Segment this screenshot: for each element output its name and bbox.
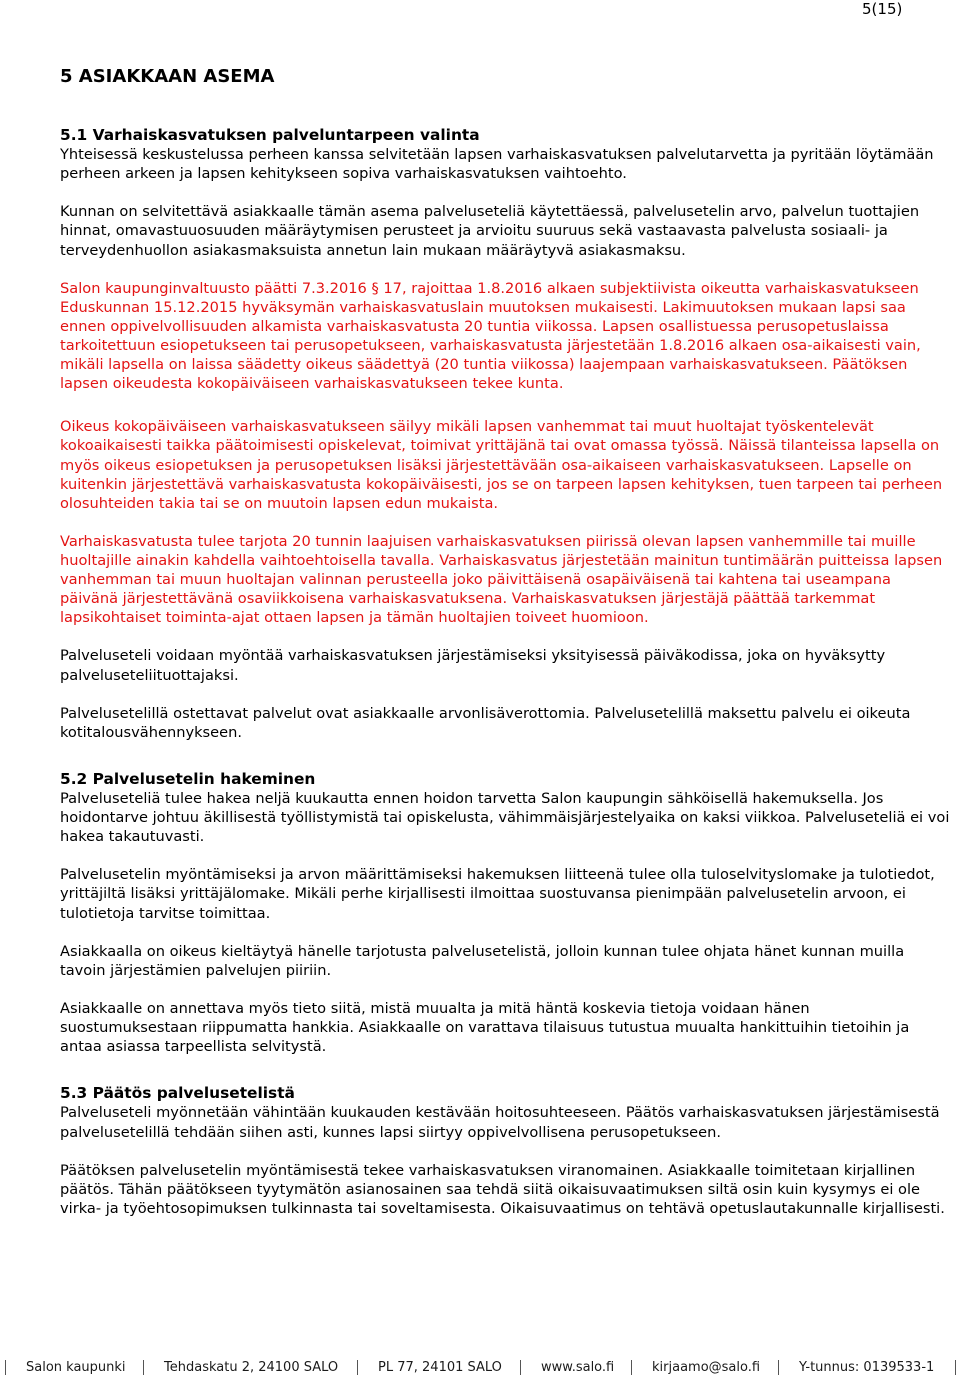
paragraph: Yhteisessä keskustelussa perheen kanssa selvitetään lapsen varhaiskasvatuksen palvelutarvetta ja pyritään löytämään perheen arkeen ja lapsen kehitykseen sopiva varhaiskasvatuksen vaihtoehto. xyxy=(60,146,934,183)
highlighted-paragraph: Oikeus kokopäiväiseen varhaiskasvatukseen säilyy mikäli lapsen vanhemmat tai muut huoltajat työskentelevät kokoaikaisesti taikka päätoimisesti opiskelevat, toimivat yrittäjänä tai ovat omassa työssä. Näissä tilanteissa lapsella on myös oikeus esiopetuksen ja perusopetuksen lisäksi järjestettävään osa-aikaiseen varhaiskasvatukseen. Lapselle on kuitenkin järjestettävä varhaiskasvatusta kokopäiväisesti, jos se on tarpeen lapsen kehityksen, tuen tarpeen tai perheen olosuhteiden takia tai se on muutoin lapsen edun mukaista. xyxy=(60,418,943,512)
footer-email-link[interactable]: kirjaamo@salo.fi xyxy=(652,1360,761,1375)
page-number: 5(15) xyxy=(862,0,903,18)
footer-divider xyxy=(778,1360,779,1375)
section-heading-5-1: 5.1 Varhaiskasvatuksen palveluntarpeen valinta xyxy=(60,126,480,144)
footer-divider xyxy=(631,1360,632,1375)
section-heading-5-3: 5.3 Päätös palvelusetelistä xyxy=(60,1084,295,1103)
paragraph: Asiakkaalla on oikeus kieltäytyä hänelle tarjotusta palvelusetelistä, jolloin kunnan tulee ohjata hänet kunnan muilla tavoin järjestämien palvelujen piiriin. xyxy=(60,942,905,979)
footer-po-box: PL 77, 24101 SALO xyxy=(378,1360,502,1375)
paragraph: Palveluseteli myönnetään vähintään kuukauden kestävään hoitosuhteeseen. Päätös varhaiskasvatuksen järjestämisestä palvelusetelillä tehdään siihen asti, kunnes lapsi siirtyy oppivelvollisena perusopetukseen. xyxy=(60,1104,940,1141)
paragraph: Palvelusetelillä ostettavat palvelut ovat asiakkaalle arvonlisäverottomia. Palvelusetelillä maksettu palvelu ei oikeuta kotitalousvähennykseen. xyxy=(60,704,911,741)
footer-divider xyxy=(520,1360,521,1375)
footer-street-address: Tehdaskatu 2, 24100 SALO xyxy=(164,1360,339,1375)
section-heading-5-2: 5.2 Palvelusetelin hakeminen xyxy=(60,769,316,788)
paragraph: Asiakkaalle on annettava myös tieto siitä, mistä muualta ja mitä häntä koskevia tietoja voidaan hänen suostumuksestaan riippumatta hankkia. Asiakkaalle on varattava tilaisuus tutustua muualta hankittuihin tietoihin ja antaa asiassa tarpeellista selvitystä. xyxy=(60,1000,910,1056)
paragraph: Kunnan on selvitettävä asiakkaalle tämän asema palveluseteliä käytettäessä, palvelusetelin arvo, palvelun tuottajien hinnat, omavastuuosuuden määräytymisen perusteet ja arvioitu suuruus sekä vastaavasta palvelusta sosiaali- ja terveydenhuollon asiakasmaksuista annetun lain mukaan määräytyvä asiakasmaksu. xyxy=(60,203,920,259)
highlighted-paragraph: Varhaiskasvatusta tulee tarjota 20 tunnin laajuisen varhaiskasvatuksen piirissä olevan lapsen vanhemmille tai muille huoltajille ainakin kahdella vaihtoehtoisella tavalla. Varhaiskasvatus järjestetään mainitun tuntimäärän puitteissa lapsen vanhemman tai muun huoltajan valinnan perusteella joko päivittäisenä osapäiväisenä tai kahtena tai useampana päivänä järjestettävänä osaviikkoisena varhaiskasvatuksena. Varhaiskasvatuksen järjestäjä päättää tarkemmat lapsikohtaiset toiminta-ajat ottaen lapsen ja tämän huoltajien toiveet huomioon. xyxy=(60,532,943,627)
paragraph: Palvelusetelin myöntämiseksi ja arvon määrittämiseksi hakemuksen liitteenä tulee olla tuloselvityslomake ja tulotiedot, yrittäjiltä lisäksi yrittäjälomake. Mikäli perhe kirjallisesti ilmoittaa suostuvansa pienimpään palvelusetelin arvoon, ei tulotietoja tarvitse toimittaa. xyxy=(60,866,935,922)
footer-organization: Salon kaupunki xyxy=(26,1360,126,1375)
document-body xyxy=(60,126,950,1218)
paragraph: Palveluseteliä tulee hakea neljä kuukautta ennen hoidon tarvetta Salon kaupungin sähköisellä hakemuksella. Jos hoidontarve johtuu äkillisestä työllistymistä tai opiskelusta, vähimmäisjärjestelyaika on kaksi viikkoa. Palveluseteliä ei voi hakea takautuvasti. xyxy=(60,790,950,846)
footer-website-link[interactable]: www.salo.fi xyxy=(541,1360,615,1375)
footer-business-id: Y-tunnus: 0139533-1 xyxy=(799,1360,935,1375)
footer-divider xyxy=(5,1360,6,1375)
chapter-title: 5 ASIAKKAAN ASEMA xyxy=(60,66,275,87)
paragraph: Päätöksen palvelusetelin myöntämisestä tekee varhaiskasvatuksen viranomainen. Asiakkaalle toimitetaan kirjallinen päätös. Tähän päätökseen tyytymätön asianosainen saa tehdä siitä oikaisuvaatimuksen siltä osin kuin kysymys ei ole virka- ja työehtosopimuksen tulkinnasta tai soveltamisesta. Oikaisuvaatimus on tehtävä opetuslautakunnalle kirjallisesti. xyxy=(60,1161,945,1217)
footer-divider xyxy=(357,1360,358,1375)
highlighted-paragraph: Salon kaupunginvaltuusto päätti 7.3.2016 § 17, rajoittaa 1.8.2016 alkaen subjektiivista oikeutta varhaiskasvatukseen Eduskunnan 15.12.2015 hyväksymän varhaiskasvatuslain muutoksen mukaisesti. Lakimuutoksen mukaan lapsi saa ennen oppivelvollisuuden alkamista varhaiskasvatusta 20 tuntia viikossa. Lapsen osallistuessa perusopetuslaissa tarkoitettuun esiopetukseen tai perusopetukseen, varhaiskasvatusta järjestetään 1.8.2016 alkaen osa-aikaisesti vain, mikäli lapsella on laissa säädetty oikeus säädettyä (20 tuntia viikossa) laajempaan varhaiskasvatukseen. Päätöksen lapsen oikeudesta kokopäiväiseen varhaiskasvatukseen tekee kunta. xyxy=(60,279,921,393)
footer-divider xyxy=(143,1360,144,1375)
footer-divider xyxy=(955,1360,956,1375)
paragraph: Palveluseteli voidaan myöntää varhaiskasvatuksen järjestämiseksi yksityisessä päiväkodissa, joka on hyväksytty palveluseteliituottajaksi. xyxy=(60,647,886,684)
